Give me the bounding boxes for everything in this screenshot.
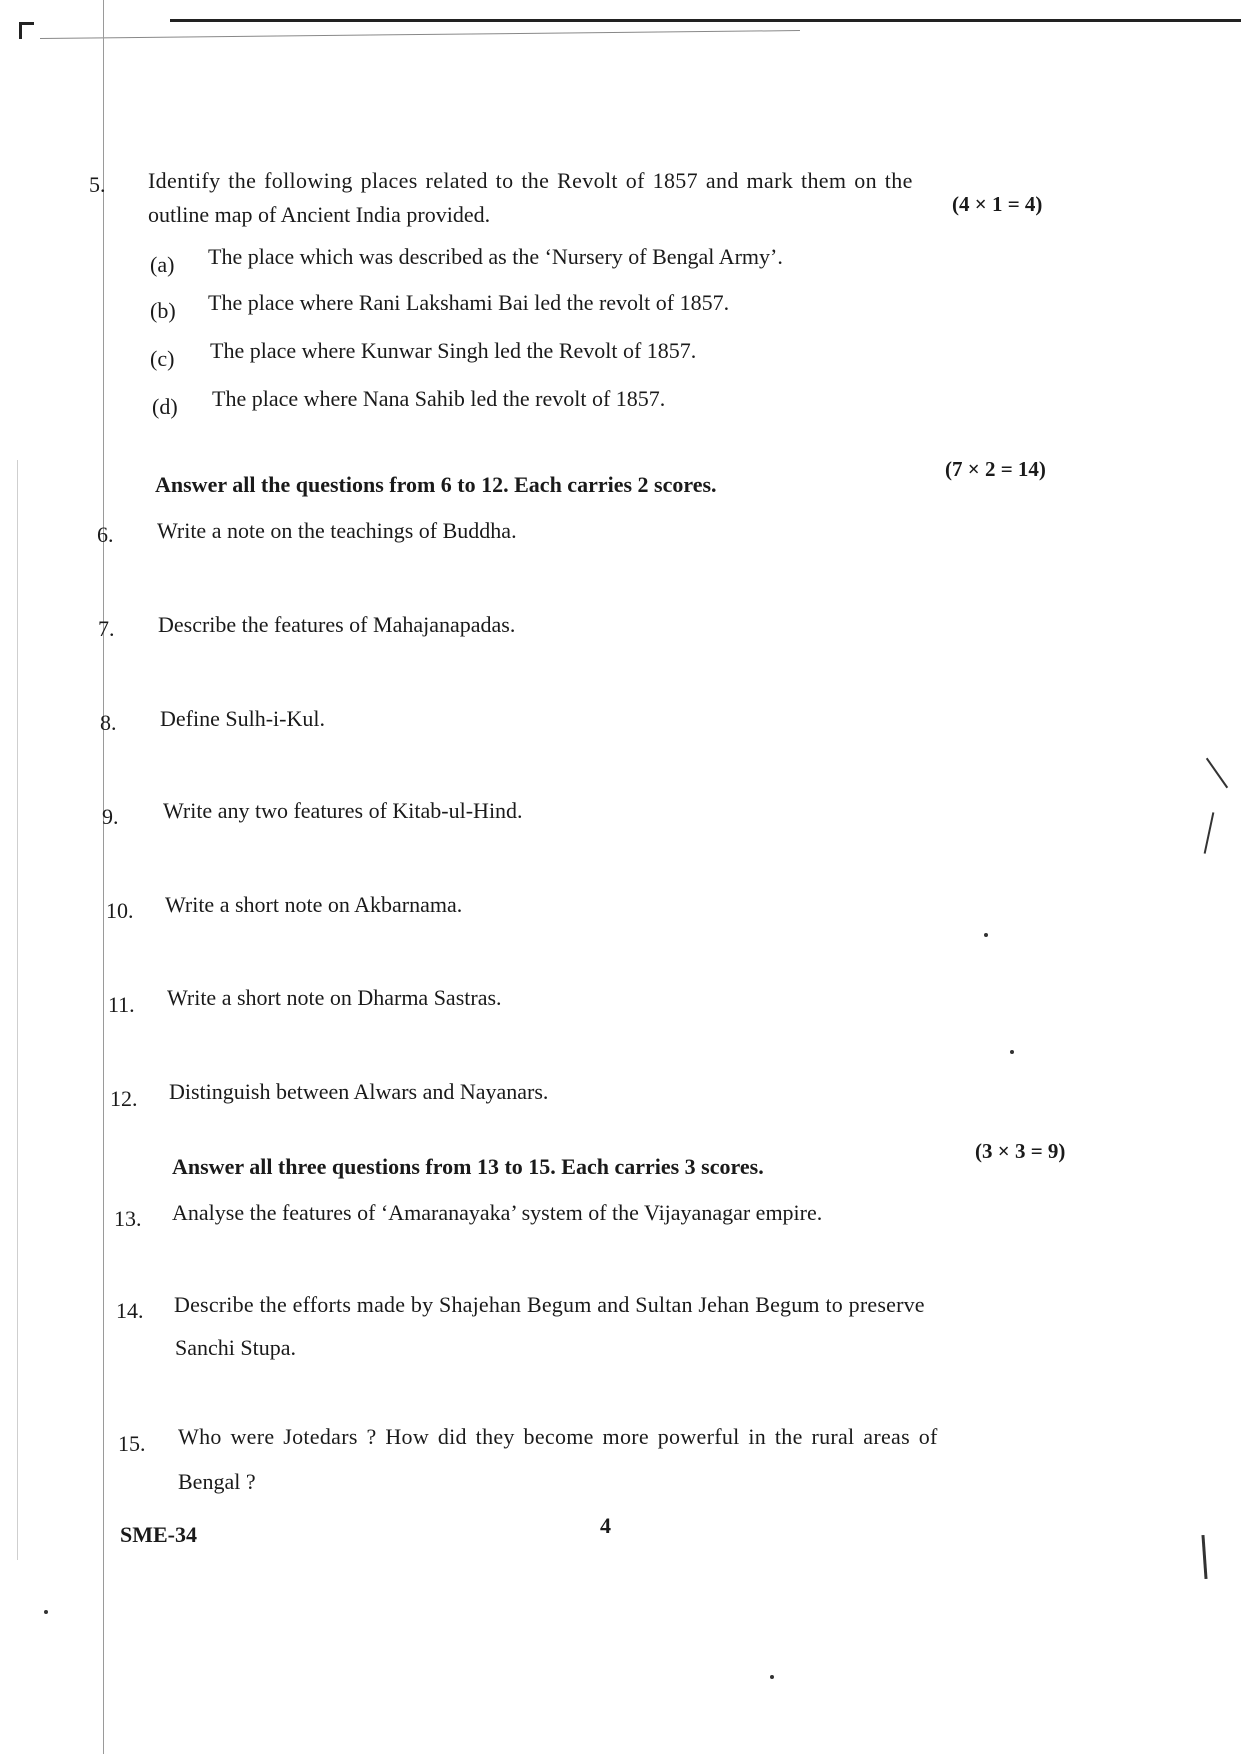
question-number: 11. (108, 992, 135, 1017)
scan-speck (770, 1675, 774, 1679)
question-text: Identify the following places related to the Revolt of 1857 and mark them on the (148, 168, 913, 193)
question-number: 5. (89, 172, 106, 197)
question-text: Bengal ? (178, 1469, 256, 1494)
question-text: Define Sulh-i-Kul. (160, 706, 325, 731)
question-text: Write any two features of Kitab-ul-Hind. (163, 798, 523, 823)
question-text: Analyse the features of ‘Amaranayaka’ system of the Vijayanagar empire. (172, 1200, 823, 1225)
score-allocation: (3 × 3 = 9) (975, 1139, 1066, 1163)
question-text: Write a short note on Dharma Sastras. (167, 985, 502, 1010)
top-faint-rule (40, 30, 800, 39)
question-number: 7. (98, 616, 115, 641)
sub-item-text: The place which was described as the ‘Nursery of Bengal Army’. (208, 244, 783, 269)
scan-speck (984, 933, 988, 937)
question-number: 8. (100, 710, 117, 735)
question-text: Write a note on the teachings of Buddha. (157, 518, 517, 543)
section-heading: Answer all three questions from 13 to 15. Each carries 3 scores. (172, 1154, 764, 1179)
left-edge-line (17, 460, 18, 1560)
sub-item-label: (b) (150, 298, 176, 323)
score-allocation: (4 × 1 = 4) (952, 192, 1043, 216)
paper-code: SME-34 (120, 1522, 197, 1547)
sub-item-text: The place where Kunwar Singh led the Revolt of 1857. (210, 338, 697, 363)
sub-item-text: The place where Rani Lakshami Bai led the revolt of 1857. (208, 290, 730, 315)
question-text: outline map of Ancient India provided. (148, 202, 491, 227)
sub-item-label: (d) (152, 394, 178, 419)
question-number: 6. (97, 522, 114, 547)
top-border-rule (170, 19, 1241, 22)
question-number: 13. (114, 1206, 142, 1231)
sub-item-text: The place where Nana Sahib led the revolt of 1857. (212, 386, 666, 411)
scan-speck (44, 1610, 48, 1614)
question-text: Describe the features of Mahajanapadas. (158, 612, 516, 637)
question-text: Distinguish between Alwars and Nayanars. (169, 1079, 549, 1104)
corner-crop-mark (19, 22, 34, 39)
question-number: 15. (118, 1431, 146, 1456)
sub-item-label: (a) (150, 252, 175, 277)
left-margin-line (103, 0, 104, 1754)
question-text: Describe the efforts made by Shajehan Begum and Sultan Jehan Begum to preserve (174, 1292, 925, 1317)
pen-mark (1204, 812, 1215, 853)
scan-speck (1010, 1050, 1014, 1054)
question-number: 14. (116, 1298, 144, 1323)
question-number: 9. (102, 804, 119, 829)
sub-item-label: (c) (150, 346, 175, 371)
pen-mark (1206, 758, 1228, 789)
pen-mark (1201, 1535, 1207, 1579)
question-number: 12. (110, 1086, 138, 1111)
question-number: 10. (106, 898, 134, 923)
question-text: Write a short note on Akbarnama. (165, 892, 463, 917)
question-text: Sanchi Stupa. (175, 1335, 296, 1360)
score-allocation: (7 × 2 = 14) (945, 457, 1046, 481)
section-heading: Answer all the questions from 6 to 12. Each carries 2 scores. (155, 472, 717, 497)
page-number: 4 (600, 1513, 611, 1538)
question-text: Who were Jotedars ? How did they become more powerful in the rural areas of (178, 1424, 938, 1449)
